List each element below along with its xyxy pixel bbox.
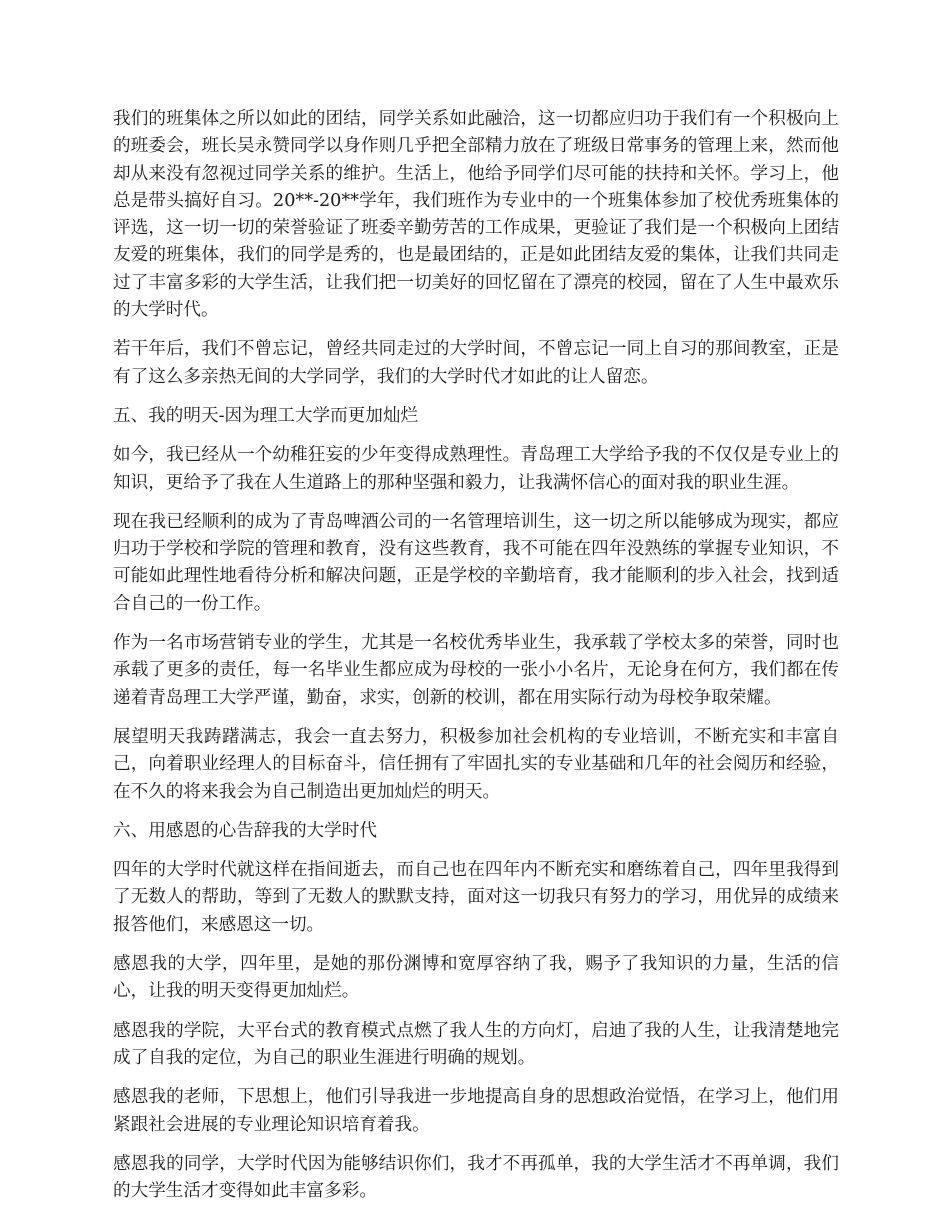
paragraph-thanks-teachers: 感恩我的老师，下思想上，他们引导我进一步地提高自身的思想政治觉悟，在学习上，他们用紧跟社会进展的专业理论知识培育着我。	[113, 1087, 839, 1135]
paragraph-responsibility: 作为一名市场营销专业的学生，尤其是一名校优秀毕业生，我承载了学校太多的荣誉，同时也承载了更多的责任，每一名毕业生都应成为母校的一张小小名片，无论身在何方，我们都在传递着青岛理工大学严谨，勤奋，求实，创新的校训，都在用实际行动为母校争取荣耀。	[113, 633, 839, 708]
document-page	[113, 106, 839, 1217]
paragraph-four-years: 四年的大学时代就这样在指间逝去，而自己也在四年内不断充实和磨练着自己，四年里我得到了无数人的帮助，等到了无数人的默默支持，面对这一切我只有努力的学习，用优异的成绩来报答他们，来感恩这一切。	[113, 860, 839, 935]
section-heading-five: 五、我的明天-因为理工大学而更加灿烂	[113, 405, 419, 426]
paragraph-classmates-memory: 若干年后，我们不曾忘记，曾经共同走过的大学时间，不曾忘记一同上自习的那间教室，正是有了这么多亲热无间的大学同学，我们的大学时代才如此的让人留恋。	[113, 339, 839, 387]
paragraph-growth: 如今，我已经从一个幼稚狂妄的少年变得成熟理性。青岛理工大学给予我的不仅仅是专业上的知识，更给予了我在人生道路上的那种坚强和毅力，让我满怀信心的面对我的职业生涯。	[113, 445, 839, 493]
paragraph-thanks-college: 感恩我的学院，大平台式的教育模式点燃了我人生的方向灯，启迪了我的人生，让我清楚地完成了自我的定位，为自己的职业生涯进行明确的规划。	[113, 1020, 839, 1068]
paragraph-future-outlook: 展望明天我踌躇满志，我会一直去努力，积极参加社会机构的专业培训，不断充实和丰富自己，向着职业经理人的目标奋斗，信任拥有了牢固扎实的专业基础和几年的社会阅历和经验，在不久的将来我会为自己制造出更加灿烂的明天。	[113, 726, 839, 802]
paragraph-thanks-university: 感恩我的大学，四年里，是她的那份渊博和宽厚容纳了我，赐予了我知识的力量，生活的信心，让我的明天变得更加灿烂。	[113, 954, 839, 1002]
paragraph-career-start: 现在我已经顺利的成为了青岛啤酒公司的一名管理培训生，这一切之所以能够成为现实，都应归功于学校和学院的管理和教育，没有这些教育，我不可能在四年没熟练的掌握专业知识，不可能如此理性地看待分析和解决问题，正是学校的辛勤培育，我才能顺利的步入社会，找到适合自己的一份工作。	[113, 511, 839, 614]
paragraph-thanks-classmates: 感恩我的同学，大学时代因为能够结识你们，我才不再孤单，我的大学生活才不再单调，我们的大学生活才变得如此丰富多彩。	[113, 1153, 839, 1202]
section-heading-six: 六、用感恩的心告辞我的大学时代	[113, 820, 377, 841]
paragraph-class-unity: 我们的班集体之所以如此的团结，同学关系如此融洽，这一切都应归功于我们有一个积极向上的班委会，班长吴永赞同学以身作则几乎把全部精力放在了班级日常事务的管理上来，然而他却从来没有忽视过同学关系的维护。生活上，他给予同学们尽可能的扶持和关怀。学习上，他总是带头搞好自习。20**-20**学年，我们班作为专业中的一个班集体参加了校优秀班集体的评选，这一切一切的荣誉验证了班委辛勤劳苦的工作成果，更验证了我们是一个积极向上团结友爱的班集体，我们的同学是秀的，也是最团结的，正是如此团结友爱的集体，让我们共同走过了丰富多彩的大学生活，让我们把一切美好的回忆留在了漂亮的校园，留在了人生中最欢乐的大学时代。	[113, 109, 839, 321]
